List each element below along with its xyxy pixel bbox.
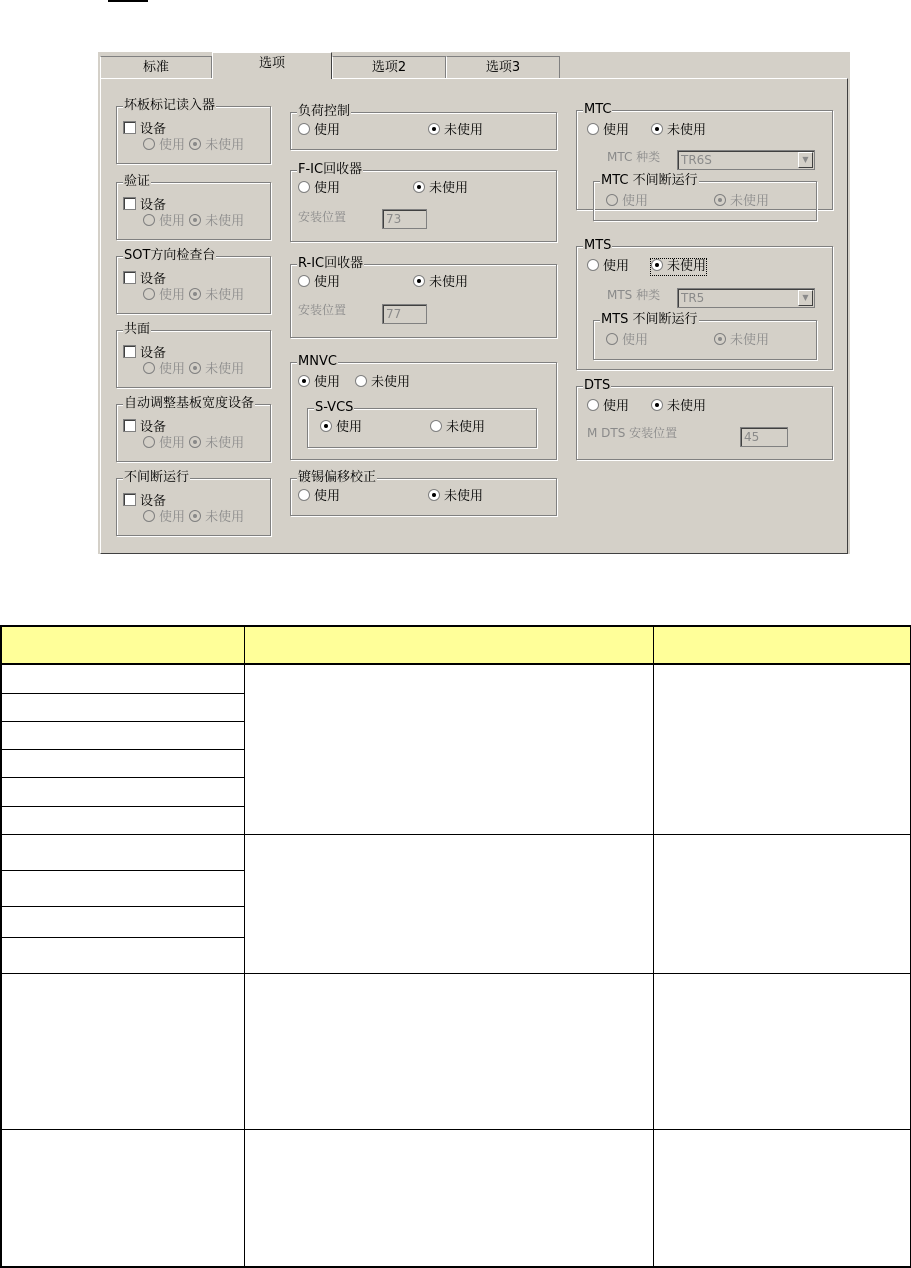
tab-options2[interactable]: 选项2: [332, 56, 446, 78]
svcs-unused-radio[interactable]: 未使用: [430, 420, 485, 436]
use-radio[interactable]: 使用: [298, 181, 340, 197]
unused-radio[interactable]: 未使用: [413, 181, 468, 197]
table-cell: [1, 749, 244, 777]
type-value: TR6S: [681, 153, 712, 167]
group-title: 坏板标记读入器: [124, 98, 216, 113]
table-row: [1, 664, 911, 693]
device-checkbox[interactable]: 设备: [123, 197, 166, 214]
use-radio[interactable]: 使用: [143, 362, 185, 377]
group-title: R-IC回收器: [298, 256, 364, 271]
unused-radio[interactable]: 未使用: [189, 214, 244, 229]
checkbox-box[interactable]: [123, 121, 136, 134]
chevron-down-icon[interactable]: ▼: [798, 290, 813, 306]
checkbox-box[interactable]: [123, 419, 136, 432]
group-title: 镀锡偏移校正: [298, 470, 377, 485]
unused-radio[interactable]: 未使用: [189, 362, 244, 377]
group-mtc-continuous: [593, 173, 817, 221]
position-label: 安装位置: [298, 210, 347, 224]
use-radio[interactable]: 使用: [587, 123, 629, 139]
group-mts-continuous: [593, 312, 817, 360]
use-radio[interactable]: 使用: [606, 333, 648, 349]
position-label: 安装位置: [298, 303, 347, 317]
group-load-control: [290, 104, 557, 150]
device-checkbox[interactable]: 设备: [123, 345, 166, 362]
use-radio[interactable]: 使用: [587, 259, 629, 275]
unused-radio[interactable]: 未使用: [428, 123, 483, 139]
unused-radio[interactable]: 未使用: [428, 489, 483, 505]
use-radio-group: [143, 288, 244, 304]
use-radio[interactable]: 使用: [143, 214, 185, 229]
device-checkbox[interactable]: 设备: [123, 493, 166, 510]
table-cell: [1, 834, 244, 870]
device-checkbox[interactable]: 设备: [123, 271, 166, 288]
use-radio[interactable]: 使用: [143, 510, 185, 525]
position-input[interactable]: 77: [382, 304, 427, 324]
group-auto-width: [116, 396, 271, 462]
group-title: 不间断运行: [124, 470, 190, 485]
table-cell: [244, 1129, 653, 1267]
group-continuous-run: [116, 470, 271, 536]
description-table: [0, 625, 911, 1268]
table-row: [1, 1129, 911, 1267]
use-radio[interactable]: 使用: [298, 275, 340, 291]
use-radio[interactable]: 使用: [298, 123, 340, 139]
group-title: 验证: [124, 174, 151, 189]
checkbox-box[interactable]: [123, 197, 136, 210]
checkbox-box[interactable]: [123, 345, 136, 358]
use-radio-group: [143, 510, 244, 526]
position-label: M DTS 安装位置: [587, 426, 678, 440]
group-title: 负荷控制: [298, 104, 351, 119]
group-ric-collector: [290, 256, 557, 338]
group-title: 自动调整基板宽度设备: [124, 396, 255, 411]
unused-radio[interactable]: 未使用: [413, 275, 468, 291]
group-mts: [576, 238, 833, 370]
group-bad-mark-reader: [116, 98, 271, 164]
type-combo[interactable]: [677, 288, 815, 308]
tab-options3[interactable]: 选项3: [446, 56, 560, 78]
checkbox-box[interactable]: [123, 271, 136, 284]
unused-radio[interactable]: 未使用: [651, 123, 706, 139]
unused-radio[interactable]: 未使用: [189, 436, 244, 451]
table-cell: [1, 973, 244, 1129]
use-radio-group: [143, 436, 244, 452]
table-cell: [1, 906, 244, 937]
group-fic-collector: [290, 162, 557, 242]
header-cell: [244, 626, 653, 664]
group-title: F-IC回收器: [298, 162, 363, 177]
use-radio[interactable]: 使用: [298, 489, 340, 505]
options-dialog: [98, 52, 850, 554]
position-input[interactable]: 73: [382, 209, 427, 229]
use-radio[interactable]: 使用: [143, 288, 185, 303]
group-title: MTS: [584, 238, 612, 253]
mnvc-unused-radio[interactable]: 未使用: [355, 375, 410, 391]
type-value: TR5: [681, 291, 705, 305]
group-title: MNVC: [298, 354, 337, 369]
position-input[interactable]: 45: [740, 427, 788, 447]
table-cell: [1, 664, 244, 693]
use-radio-group: [143, 138, 244, 154]
use-radio[interactable]: 使用: [143, 436, 185, 451]
device-checkbox[interactable]: 设备: [123, 419, 166, 436]
chevron-down-icon[interactable]: ▼: [798, 152, 813, 168]
group-title: 共面: [124, 322, 151, 337]
unused-radio[interactable]: 未使用: [714, 333, 769, 349]
unused-radio[interactable]: 未使用: [189, 288, 244, 303]
table-row: [1, 973, 911, 1129]
table-cell: [1, 721, 244, 749]
tab-standard[interactable]: 标准: [100, 56, 212, 78]
table-cell: [1, 806, 244, 834]
unused-radio[interactable]: 未使用: [189, 138, 244, 153]
type-label: MTC 种类: [607, 150, 661, 164]
group-sot-direction: [116, 248, 271, 314]
table-cell: [244, 664, 653, 834]
unused-radio[interactable]: 未使用: [714, 194, 769, 210]
header-cell: [653, 626, 911, 664]
table-cell: [653, 1129, 911, 1267]
tab-strip: [98, 52, 850, 78]
group-dts: [576, 378, 833, 460]
table-cell: [1, 1129, 244, 1267]
group-title: S-VCS: [315, 400, 354, 415]
type-combo[interactable]: [677, 150, 815, 170]
table-cell: [653, 664, 911, 834]
unused-radio[interactable]: 未使用: [651, 259, 706, 275]
table-header-row: [1, 626, 911, 664]
use-radio[interactable]: 使用: [606, 194, 648, 210]
table-cell: [653, 834, 911, 973]
use-radio[interactable]: 使用: [587, 399, 629, 415]
table-cell: [1, 777, 244, 806]
group-verify: [116, 174, 271, 240]
table-cell: [1, 693, 244, 721]
device-checkbox[interactable]: 设备: [123, 121, 166, 138]
unused-radio[interactable]: 未使用: [189, 510, 244, 525]
group-solder-offset: [290, 470, 557, 516]
group-coplanarity: [116, 322, 271, 388]
table-row: [1, 834, 911, 870]
tab-options[interactable]: 选项: [212, 52, 332, 79]
header-cell: [1, 626, 244, 664]
use-radio-group: [143, 362, 244, 378]
unused-radio[interactable]: 未使用: [651, 399, 706, 415]
table-cell: [1, 870, 244, 906]
group-svcs: [307, 400, 537, 448]
table-cell: [244, 973, 653, 1129]
use-radio-group: [143, 214, 244, 230]
checkbox-box[interactable]: [123, 493, 136, 506]
group-mtc: [576, 102, 833, 210]
use-radio[interactable]: 使用: [143, 138, 185, 153]
group-title: MTC: [584, 102, 612, 117]
top-underline: [108, 0, 148, 2]
table-cell: [1, 937, 244, 973]
type-label: MTS 种类: [607, 288, 661, 302]
group-title: DTS: [584, 378, 611, 393]
table-cell: [653, 973, 911, 1129]
table-cell: [244, 834, 653, 973]
svcs-use-radio[interactable]: 使用: [320, 420, 362, 436]
group-title: SOT方向检查台: [124, 248, 216, 263]
group-title: MTC 不间断运行: [601, 173, 698, 188]
group-mnvc: [290, 354, 557, 460]
mnvc-use-radio[interactable]: 使用: [298, 375, 340, 391]
group-title: MTS 不间断运行: [601, 312, 698, 327]
